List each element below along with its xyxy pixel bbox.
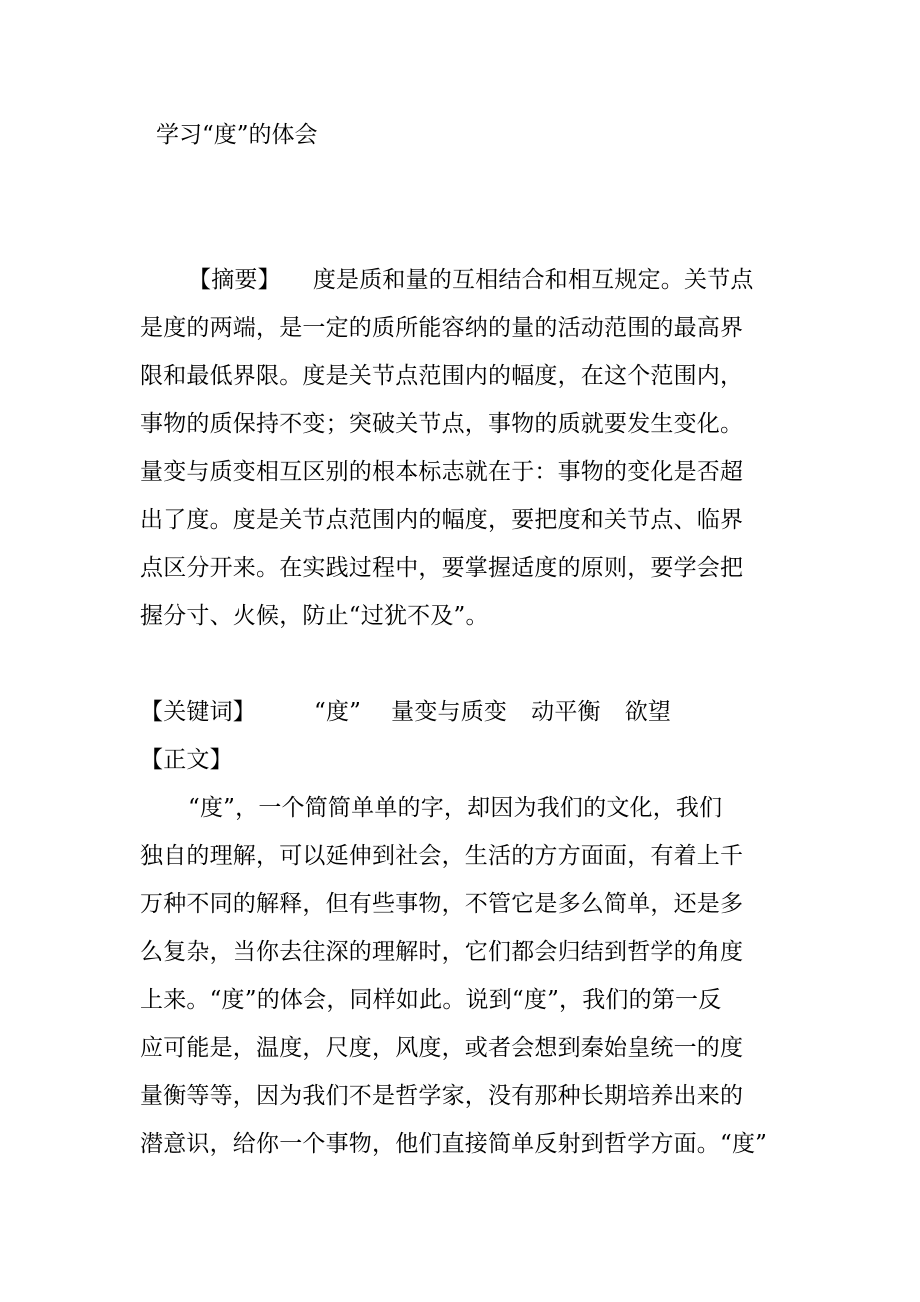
abstract-line: 出了度。度是关节点范围内的幅度，要把度和关节点、临界 [140,507,744,533]
abstract-line: 握分寸、火候，防止“过犹不及”。 [140,603,489,629]
abstract-line: 是度的两端，是一定的质所能容纳的量的活动范围的最高界 [140,315,744,341]
body-line: 量衡等等，因为我们不是哲学家，没有那种长期培养出来的 [140,1083,744,1109]
body-line: “度”，一个简简单单的字，却因为我们的文化，我们 [188,795,723,821]
abstract-line: 事物的质保持不变；突破关节点，事物的质就要发生变化。 [140,411,744,437]
abstract-label: 【摘要】 [188,267,281,293]
body-line: 么复杂，当你去往深的理解时，它们都会归结到哲学的角度 [140,939,744,965]
abstract-first-line [188,264,848,296]
abstract-line: 度是质和量的互相结合和相互规定。关节点 [312,267,754,293]
keywords-label: 【关键词】 [140,699,256,725]
keyword: 动平衡 [531,699,601,725]
document-title: 学习“度”的体会 [156,122,318,148]
keyword: “度” [314,699,362,725]
body-line: 应可能是，温度，尺度，风度，或者会想到秦始皇统一的度 [140,1035,744,1061]
abstract-line: 限和最低界限。度是关节点范围内的幅度，在这个范围内， [140,363,744,389]
body-line: 上来。“度”的体会，同样如此。说到“度”，我们的第一反 [140,987,722,1013]
body-line: 独自的理解，可以延伸到社会，生活的方方面面，有着上千 [140,843,744,869]
body-label: 【正文】 [140,747,233,773]
body-line: 万种不同的解释，但有些事物，不管它是多么简单，还是多 [140,891,744,917]
body-line: 潜意识，给你一个事物，他们直接简单反射到哲学方面。“度” [140,1131,768,1157]
keyword: 欲望 [624,699,672,725]
keyword: 量变与质变 [391,699,508,725]
abstract-line: 点区分开来。在实践过程中，要掌握适度的原则，要学会把 [140,555,744,581]
abstract-line: 量变与质变相互区别的根本标志就在于：事物的变化是否超 [140,459,744,485]
keywords-line [140,696,800,728]
